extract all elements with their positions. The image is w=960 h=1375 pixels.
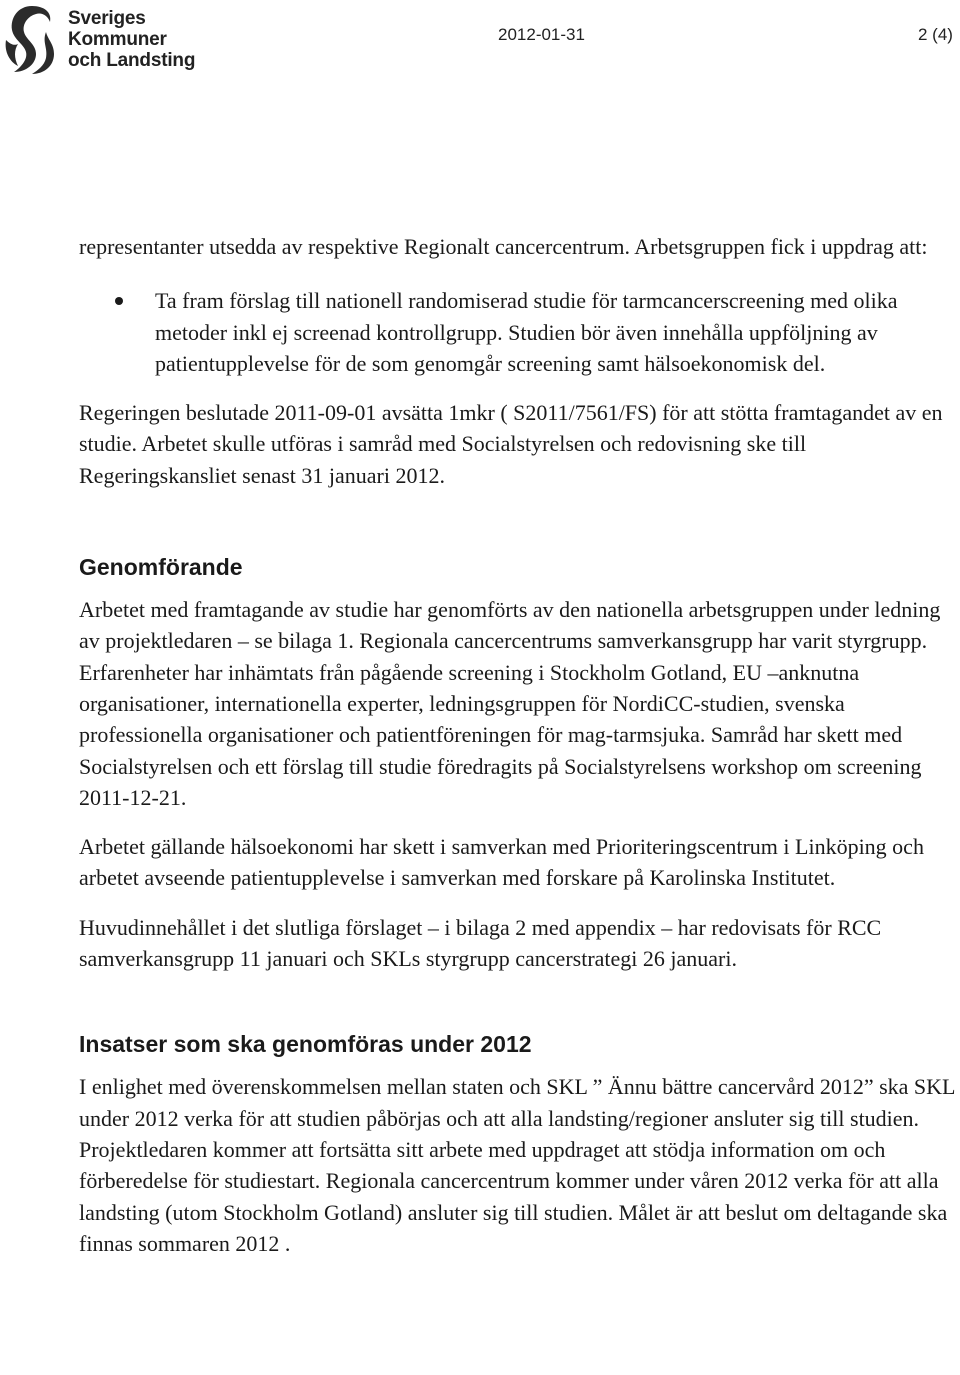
genomforande-paragraph-3: Huvudinnehållet i det slutliga förslaget – i bilaga 2 med appendix – har redovisats för RCC samverkansgrupp 11 januari och SKLs styrgrupp cancerstrategi 26 januari. (79, 914, 882, 972)
task-list (79, 285, 959, 379)
logo-line-1: Sveriges (68, 8, 146, 29)
logo-line-3: och Landsting (68, 50, 196, 71)
intro-paragraph: representanter utsedda av respektive Regionalt cancercentrum. Arbetsgruppen fick i uppdrag att: (79, 234, 928, 259)
bullet-icon (115, 297, 123, 305)
document-date: 2012-01-31 (498, 25, 585, 44)
genomforande-paragraph-2: Arbetet gällande hälsoekonomi har skett i samverkan med Prioriteringscentrum i Linköping och arbetet avseende patientupplevelse i samverkan med forskare på Karolinska Institutet. (79, 834, 924, 891)
list-item-text: Ta fram förslag till nationell randomiserad studie för tarmcancerscreening med olika metoder inkl ej screenad kontrollgrupp. Studien bör även innehålla uppföljning av patientupplevelse för de som genomgår screening samt hälsoekonomisk del. (155, 288, 898, 376)
skl-emblem-icon (2, 2, 62, 76)
regeringen-paragraph: Regeringen beslutade 2011-09-01 avsätta 1mkr ( S2011/7561/FS) för att stötta framtagandet av en studie. Arbetet skulle utföras i samråd med Socialstyrelsen och redovisning ske till Regeringskansliet senast 31 januari 2012. (79, 400, 943, 488)
page-number: 2 (4) (918, 25, 953, 44)
logo-line-2: Kommuner (68, 29, 167, 50)
insatser-paragraph-1: I enlighet med överenskommelsen mellan staten och SKL ” Ännu bättre cancervård 2012” ska SKL under 2012 verka för att studien påbörjas och att alla landsting/regioner ansluter sig till studien. Projektledaren kommer att fortsätta sitt arbete med uppdraget att stödja information om och förberedelse för studiestart. Regionala cancercentrum kommer under våren 2012 verka för att alla landsting (utom Stockholm Gotland) ansluter sig till studien. Målet är att beslut om deltagande ska finnas sommaren 2012 . (79, 1074, 955, 1256)
list-item (155, 285, 959, 379)
document-body (79, 231, 959, 1259)
logo-wordmark (68, 8, 195, 71)
section-heading-insatser: Insatser som ska genomföras under 2012 (79, 1031, 532, 1058)
section-heading-genomforande: Genomförande (79, 554, 243, 581)
genomforande-paragraph-1: Arbetet med framtagande av studie har genomförts av den nationella arbetsgruppen under ledning av projektledaren – se bilaga 1. Regionala cancercentrums samverkansgrupp har varit styrgrupp. Erfarenheter har inhämtats från pågående screening i Stockholm Gotland, EU –anknutna organisationer, internationella experter, ledningsgruppen för NordiCC-studien, svenska professionella organisationer och patientföreningen för mag-tarmsjuka. Samråd har skett med Socialstyrelsen och ett förslag till studie föredragits på Socialstyrelsens workshop om screening 2011-12-21. (79, 597, 941, 810)
skl-logo (2, 0, 196, 78)
